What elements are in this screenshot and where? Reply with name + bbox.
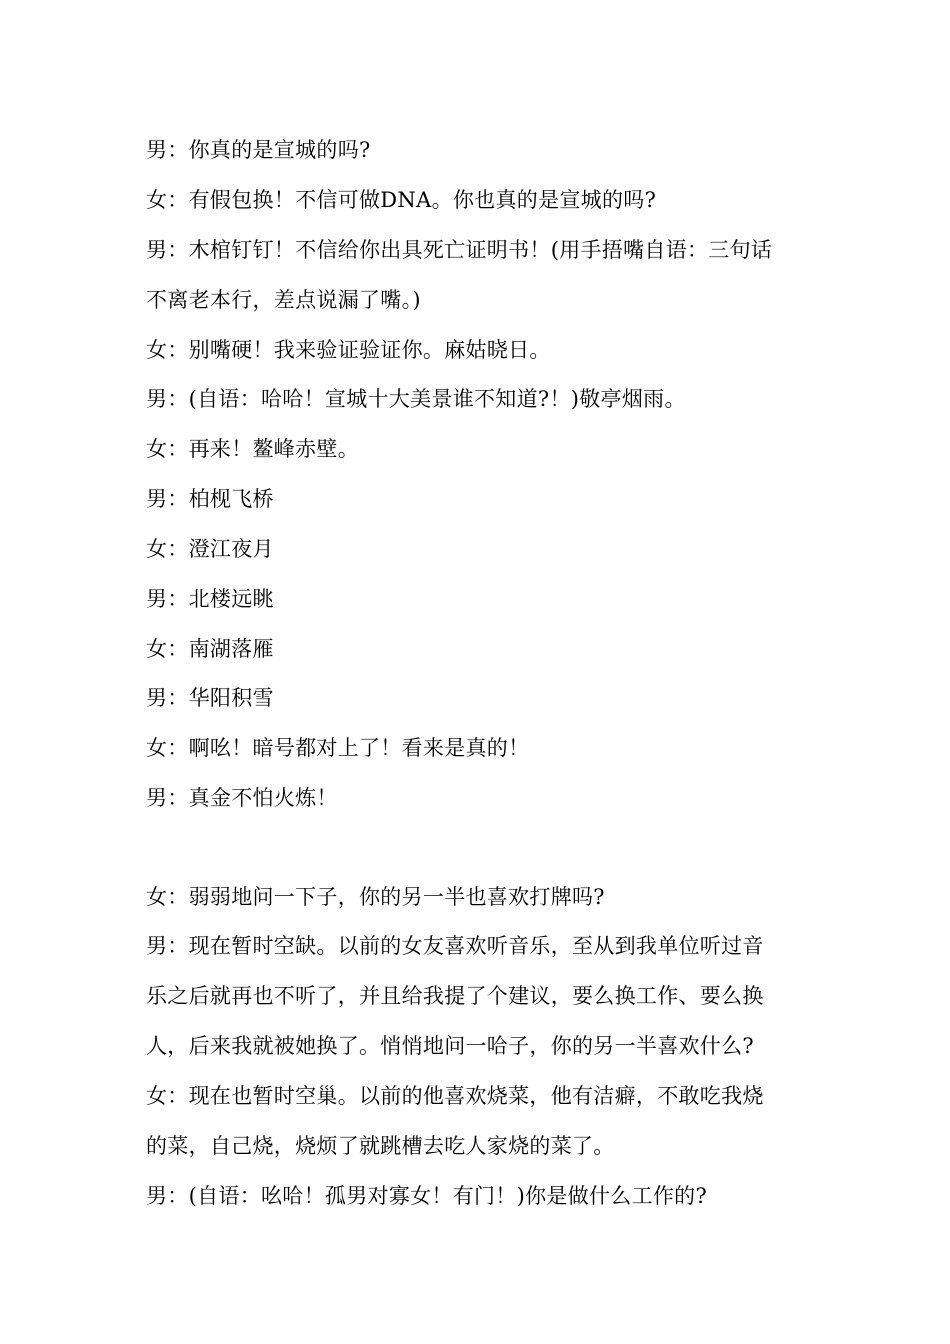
dialogue-line: 男：华阳积雪: [146, 686, 274, 710]
dialogue-line: 女：弱弱地问一下子，你的另一半也喜欢打牌吗?: [146, 885, 605, 909]
dialogue-line: 人，后来我就被她换了。悄悄地问一哈子，你的另一半喜欢什么?: [146, 1034, 754, 1058]
dialogue-line: 男：木棺钉钉！不信给你出具死亡证明书！(用手捂嘴自语：三句话: [146, 238, 773, 262]
dialogue-line: 男：(自语：吆哈！孤男对寡女！有门！)你是做什么工作的?: [146, 1184, 708, 1208]
dialogue-line: 男：真金不怕火炼！: [146, 786, 338, 810]
dialogue-line: 女：再来！鳌峰赤壁。: [146, 437, 359, 461]
dialogue-line: 男：柏枧飞桥: [146, 487, 274, 511]
dialogue-line: 男：北楼远眺: [146, 587, 274, 611]
dialogue-line: 女：南湖落雁: [146, 637, 274, 661]
dialogue-line: 男：你真的是宣城的吗?: [146, 138, 371, 162]
dialogue-line: 女：有假包换！不信可做DNA。你也真的是宣城的吗?: [146, 188, 657, 212]
dialogue-line: 不离老本行，差点说漏了嘴。): [146, 288, 421, 312]
dialogue-line: 女：澄江夜月: [146, 537, 274, 561]
dialogue-line: 男：现在暂时空缺。以前的女友喜欢听音乐，至从到我单位听过音: [146, 934, 764, 958]
dialogue-line: 女：现在也暂时空巢。以前的他喜欢烧菜，他有洁癖，不敢吃我烧: [146, 1084, 764, 1108]
dialogue-line: 女：啊吆！暗号都对上了！看来是真的！: [146, 736, 530, 760]
dialogue-line: 的菜，自己烧，烧烦了就跳槽去吃人家烧的菜了。: [146, 1134, 615, 1158]
dialogue-line: 女：别嘴硬！我来验证验证你。麻姑晓日。: [146, 338, 551, 362]
dialogue-line: 男：(自语：哈哈！宣城十大美景谁不知道?！)敬亭烟雨。: [146, 387, 686, 411]
dialogue-line: 乐之后就再也不听了，并且给我提了个建议，要么换工作、要么换: [146, 984, 764, 1008]
